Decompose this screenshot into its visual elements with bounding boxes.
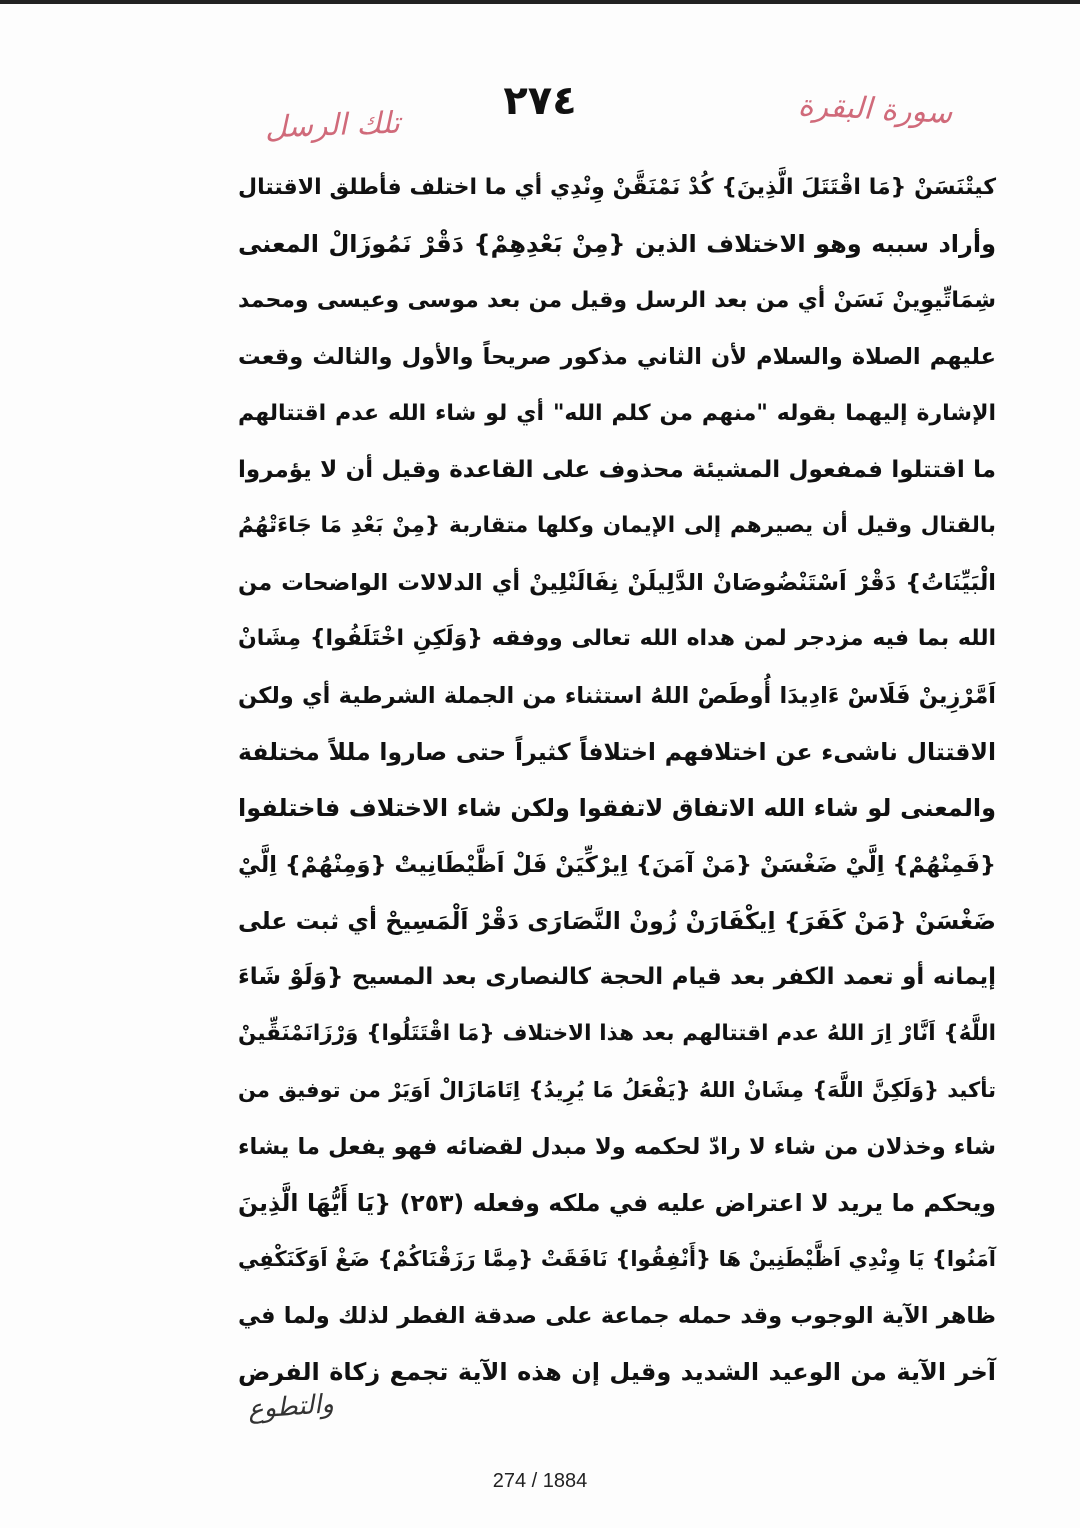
text-line: اَمَّرْزِينْ فَلَاسْ ءَادِيدَا أُوطَصْ اللهُ استثناء من الجملة الشرطية أي ولكن (238, 682, 996, 709)
text-line: بالقتال وقيل أن يصيرهم إلى الإيمان وكلها متقاربة {مِنْ بَعْدِ مَا جَاءَتْهُمُ (238, 513, 996, 539)
handwritten-margin-note: والتطوع (247, 1389, 335, 1425)
page-number: ٢٧٤ (503, 78, 577, 124)
page-indicator: 274 / 1884 (492, 1470, 588, 1492)
text-line: شِمَاتِّيوِينْ نَسَنْ أي من بعد الرسل وقيل من بعد موسى وعيسى ومحمد (238, 287, 996, 313)
text-line: ظاهر الآية الوجوب وقد حمله جماعة على صدقة الفطر لذلك ولما في (238, 1302, 996, 1329)
text-line: ويحكم ما يريد لا اعتراض عليه في ملكه وفعله (٢٥٣) {يَا أَيُّهَا الَّذِينَ (238, 1189, 996, 1218)
text-line: عليهم الصلاة والسلام لأن الثاني مذكور صريحاً والأول والثالث وقعت (238, 344, 996, 371)
text-line: والمعنى لو شاء الله الاتفاق لاتفقوا ولكن شاء الاختلاف فاختلفوا (238, 794, 996, 823)
text-line: الله بما فيه مزدجر لمن هداه الله تعالى ووفقه {وَلَكِنِ اخْتَلَفُوا} مِشَانْ (238, 626, 996, 652)
text-line: الإشارة إليهما بقوله "منهم من كلم الله" أي لو شاء الله عدم اقتتالهم (238, 400, 996, 426)
text-line: آمَنُوا} يَا وِنْدِي اَظَّيْطَنِينْ هَا {أَنْفِقُوا} نَافَقَتْ {مِمَّا رَزَقْنَاكُمْ} ضَغْ اَوَكَنَكْفِي (238, 1247, 996, 1272)
text-line: آخر الآية من الوعيد الشديد وقيل إن هذه الآية تجمع زكاة الفرض (238, 1358, 996, 1387)
text-line: اللَّهُ} اَنَّارْ اِرَ اللهُ عدم اقتتالهم بعد هذا الاختلاف {مَا اقْتَتَلُوا} وَرْزَانَمْنَقِّينْ (238, 1020, 996, 1046)
text-line: الاقتتال ناشىء عن اختلافهم اختلافاً كثيراً حتى صاروا مللاً مختلفة (238, 737, 996, 766)
text-line: الْبَيِّنَاتُ} دَقْرْ اَسْتَنْضُوصَانْ الدَّلِيلَنْ نِفَالَنْلِينْ أي الدلالات الواضحات من (238, 569, 996, 596)
text-line: تأكيد {وَلَكِنَّ اللَّهَ} مِشَانْ اللهُ {يَفْعَلُ مَا يُرِيدُ} اِتَامَازَالْ اَوَيَرْ من توفيق من (238, 1078, 996, 1103)
text-line: {فَمِنْهُمْ} اِلَّيْ ضَغْسَنْ {مَنْ آمَنَ} اِيرْكِّيَنْ فَلْ اَظَّيْطَانِيتْ {وَمِنْهُمْ} اِلَّيْ (238, 851, 996, 878)
text-line: شاء وخذلان من شاء لا رادّ لحكمه ولا مبدل لقضائه فهو يفعل ما يشاء (238, 1133, 996, 1160)
text-line: ضَغْسَنْ {مَنْ كَفَرَ} اِيكْفَارَنْ زُونْ النَّصَارَى دَقْرْ اَلْمَسِيحْ أي ثبت على (238, 907, 996, 936)
commentary-text (238, 160, 996, 1401)
handwritten-section-note: تلك الرسل (264, 105, 401, 146)
text-line: كيتْنَسَنْ {مَا اقْتَتَلَ الَّذِينَ} كُدْ نَمْنَقَّنْ وِنْدِي أي ما اختلف فأطلق الاقتتال (238, 175, 996, 200)
top-border (0, 0, 1080, 4)
text-line: وأراد سببه وهو الاختلاف الذين {مِنْ بَعْدِهِمْ} دَقْرْ نَمُوزَالْ المعنى (238, 230, 996, 259)
text-line: إيمانه أو تعمد الكفر بعد قيام الحجة كالنصارى بعد المسيح {وَلَوْ شَاءَ (238, 964, 996, 991)
handwritten-surah-note: سورة البقرة (796, 87, 953, 132)
text-line: ما اقتتلوا فمفعول المشيئة محذوف على القاعدة وقيل أن لا يؤمروا (238, 456, 996, 483)
